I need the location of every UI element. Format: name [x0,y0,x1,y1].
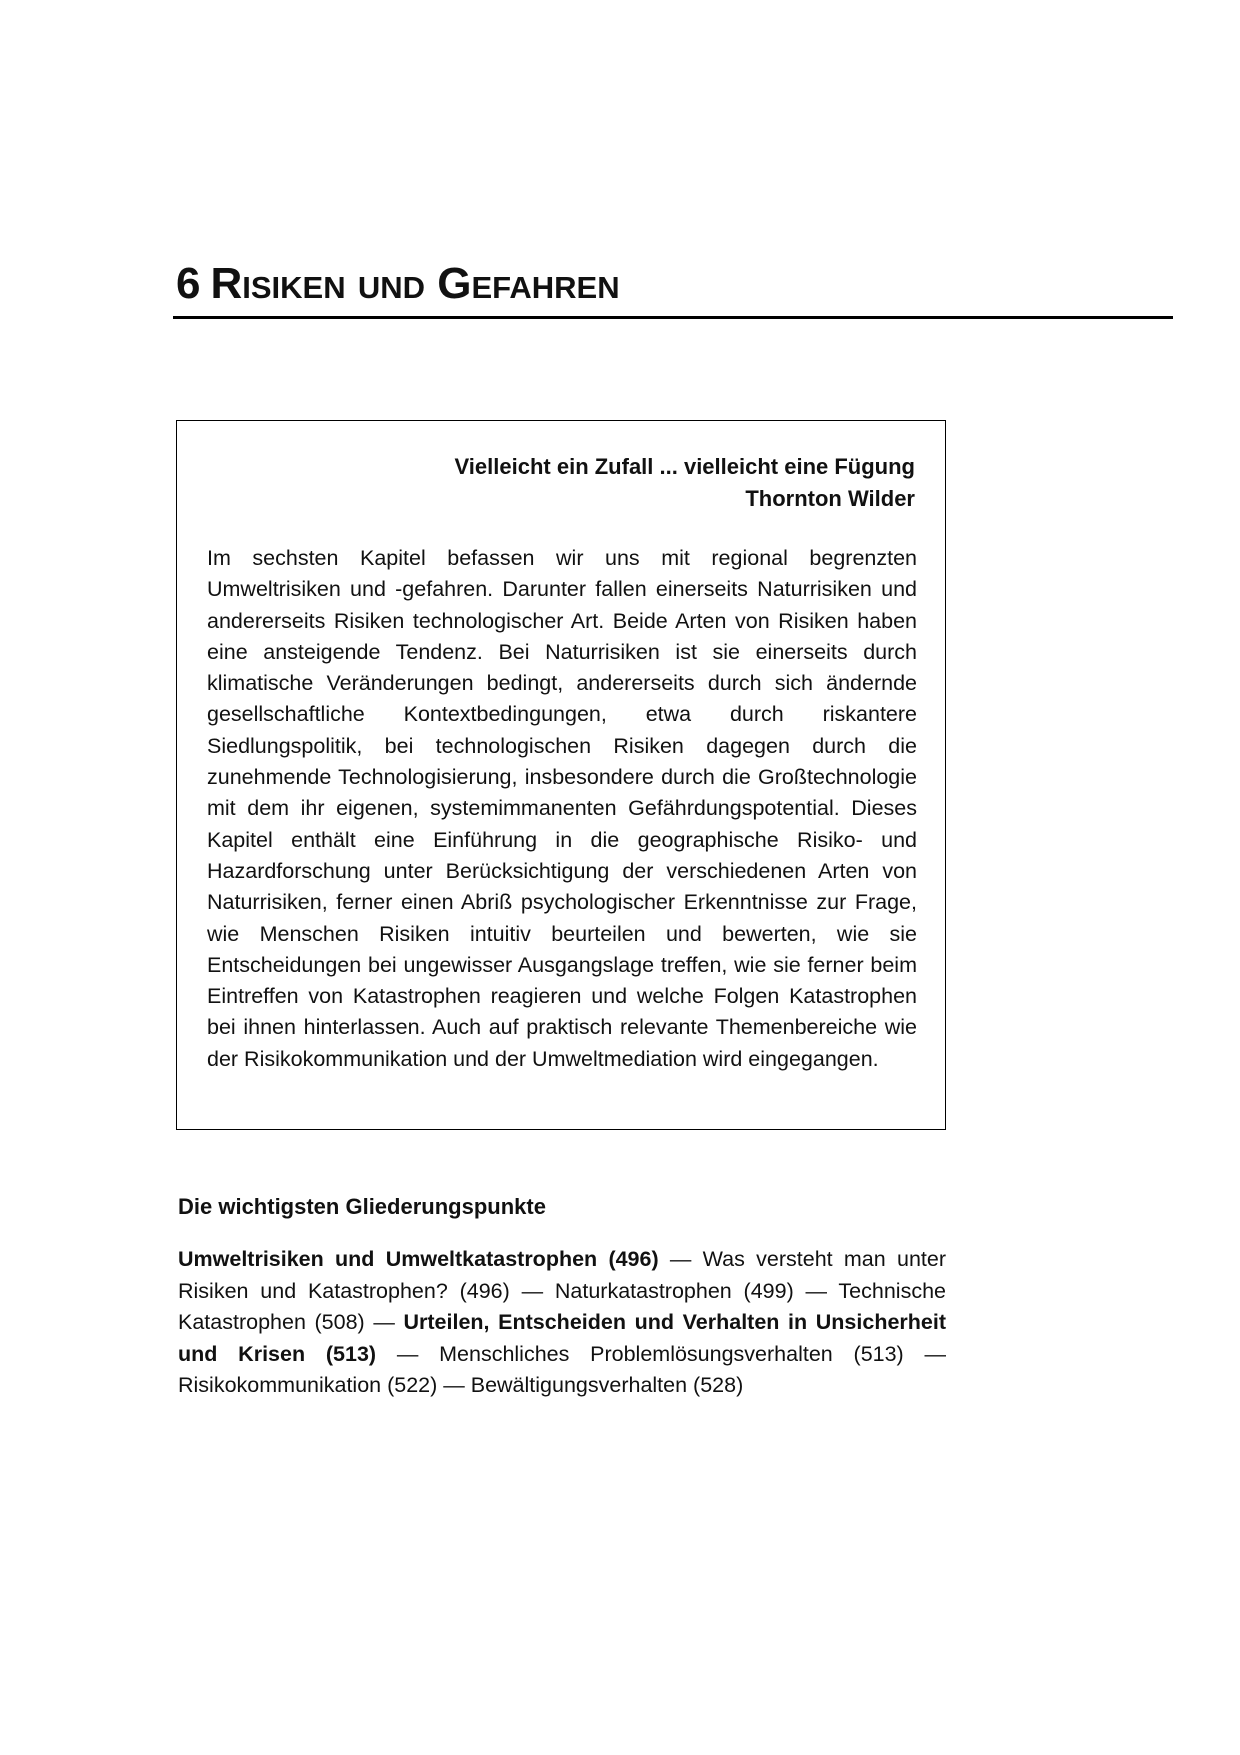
outline-heading: Die wichtigsten Gliederungspunkte [178,1194,546,1219]
epigraph-author: Thornton Wilder [745,486,915,511]
chapter-number: 6 [176,259,201,308]
outline-section-1: Umweltrisiken und Umweltkatastrophen (496) [178,1247,659,1271]
chapter-title-initial-2: G [437,259,472,308]
outline-section-2: Urteilen, Entscheiden und Verhalten in Unsicherheit und Krisen (513) [178,1310,947,1366]
outline-text [178,1244,946,1402]
chapter-title-initial-1: R [210,259,243,308]
summary-box [176,420,946,1130]
outline-section-1-items: — Was versteht man unter Risiken und Katastrophen? (496) — Naturkatastrophen (499) — Technische Katastrophen (508) — [178,1247,946,1334]
title-rule [173,316,1173,319]
chapter-title-rest-1: isiken und [242,259,438,308]
epigraph [455,451,915,515]
chapter-title-rest-2: efahren [471,259,620,308]
chapter-title [176,258,620,310]
outline-section-2-items: — Menschliches Problemlösungsverhalten (513) — Risikokommunikation (522) — Bewältigungsverhalten (528) [178,1341,946,1397]
chapter-abstract: Im sechsten Kapitel befassen wir uns mit regional begrenzten Umweltrisiken und -gefahren. Darunter fallen einerseits Naturrisiken und andererseits Risiken technologischer Art. Beide Arten von Risiken haben eine ansteigende Tendenz. Bei Naturrisiken ist sie einerseits durch klimatische Veränderungen bedingt, andererseits durch sich ändernde gesellschaftliche Kontextbedingungen, etwa durch riskantere Siedlungspolitik, bei technologischen Risiken dagegen durch die zunehmende Technologisierung, insbesondere durch die Großtechnologie mit dem ihr eigenen, systemimmanenten Gefährdungspotential. Dieses Kapitel enthält eine Einführung in die geographische Risiko- und Hazardforschung unter Berücksichtigung der verschiedenen Arten von Naturrisiken, ferner einen Abriß psychologischer Erkenntnisse zur Frage, wie Menschen Risiken intuitiv beurteilen und bewerten, wie sie Entscheidungen bei ungewisser Ausgangslage treffen, wie sie ferner beim Eintreffen von Katastrophen reagieren und welche Folgen Katastrophen bei ihnen hinterlassen. Auch auf praktisch relevante Themenbereiche wie der Risikokommunikation und der Umweltmediation wird eingegangen. [207,546,917,1071]
epigraph-quote: Vielleicht ein Zufall ... vielleicht eine Fügung [454,454,915,479]
